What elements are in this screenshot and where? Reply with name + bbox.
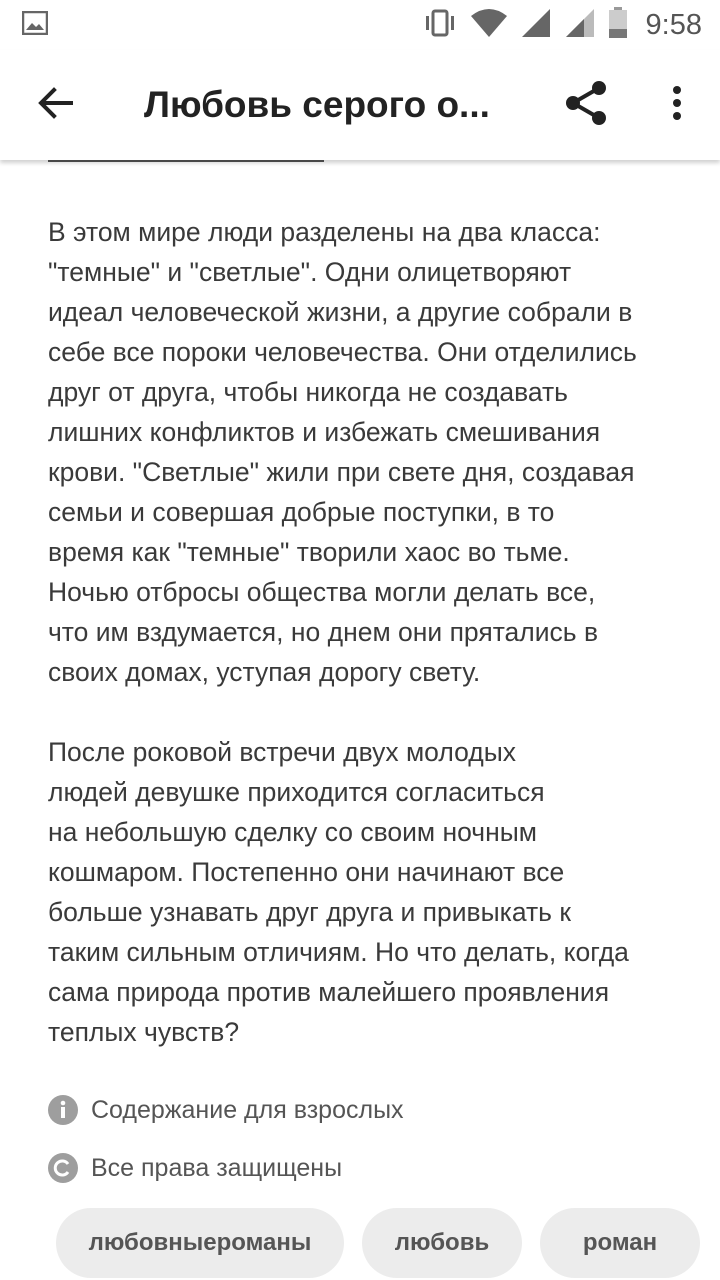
page-title: Любовь серого о... — [144, 84, 490, 125]
more-vert-icon — [672, 85, 682, 126]
share-icon — [562, 79, 610, 132]
signal-icon-2 — [564, 8, 596, 43]
tag-chip[interactable]: роман — [540, 1208, 700, 1278]
share-button[interactable] — [538, 50, 634, 160]
status-time: 9:58 — [645, 8, 702, 41]
adult-content-row — [48, 1090, 404, 1130]
vibrate-icon — [422, 9, 458, 42]
description-content[interactable] — [0, 160, 720, 1280]
tag-chip[interactable]: любовныероманы — [56, 1208, 344, 1278]
adult-content-label: Содержание для взрослых — [91, 1095, 404, 1124]
description-paragraph-2: После роковой встречи двух молодых людей девушке приходится согласиться на небольшую сделку со своим ночным кошмаром. Постепенно они начинают все больше узнавать друг друга и привыкать к таким сильным отличиям. Но что делать, когда сама природа против малейшего проявления теплых чувств? — [48, 737, 629, 1047]
more-options-button[interactable] — [634, 50, 720, 160]
rights-label: Все права защищены — [91, 1153, 343, 1182]
back-arrow-icon — [37, 87, 73, 124]
image-icon — [22, 11, 48, 40]
description-paragraph-1: В этом мире люди разделены на два класса: "темные" и "светлые". Одни олицетворяют идеал человеческой жизни, а другие собрали в себе все пороки человечества. Они отделились друг от друга, чтобы никогда не создавать лишних конфликтов и избежать смешивания крови. "Светлые" жили при свете дня, создавая семьи и совершая добрые поступки, в то время как "темные" творили хаос во тьме. Ночью отбросы общества могли делать все, что им вздумается, но днем они прятались в своих домах, уступая дорогу свету. — [48, 217, 637, 687]
back-button[interactable] — [0, 50, 110, 160]
wifi-icon — [470, 8, 508, 43]
info-icon — [48, 1095, 78, 1125]
battery-icon — [608, 7, 628, 44]
app-bar — [0, 50, 720, 160]
rights-row — [48, 1148, 342, 1188]
copyright-icon — [48, 1153, 78, 1183]
tag-list — [56, 1208, 700, 1278]
tag-chip[interactable]: любовь — [362, 1208, 522, 1278]
status-bar — [0, 0, 720, 50]
signal-icon — [520, 8, 552, 43]
section-divider — [48, 160, 324, 162]
